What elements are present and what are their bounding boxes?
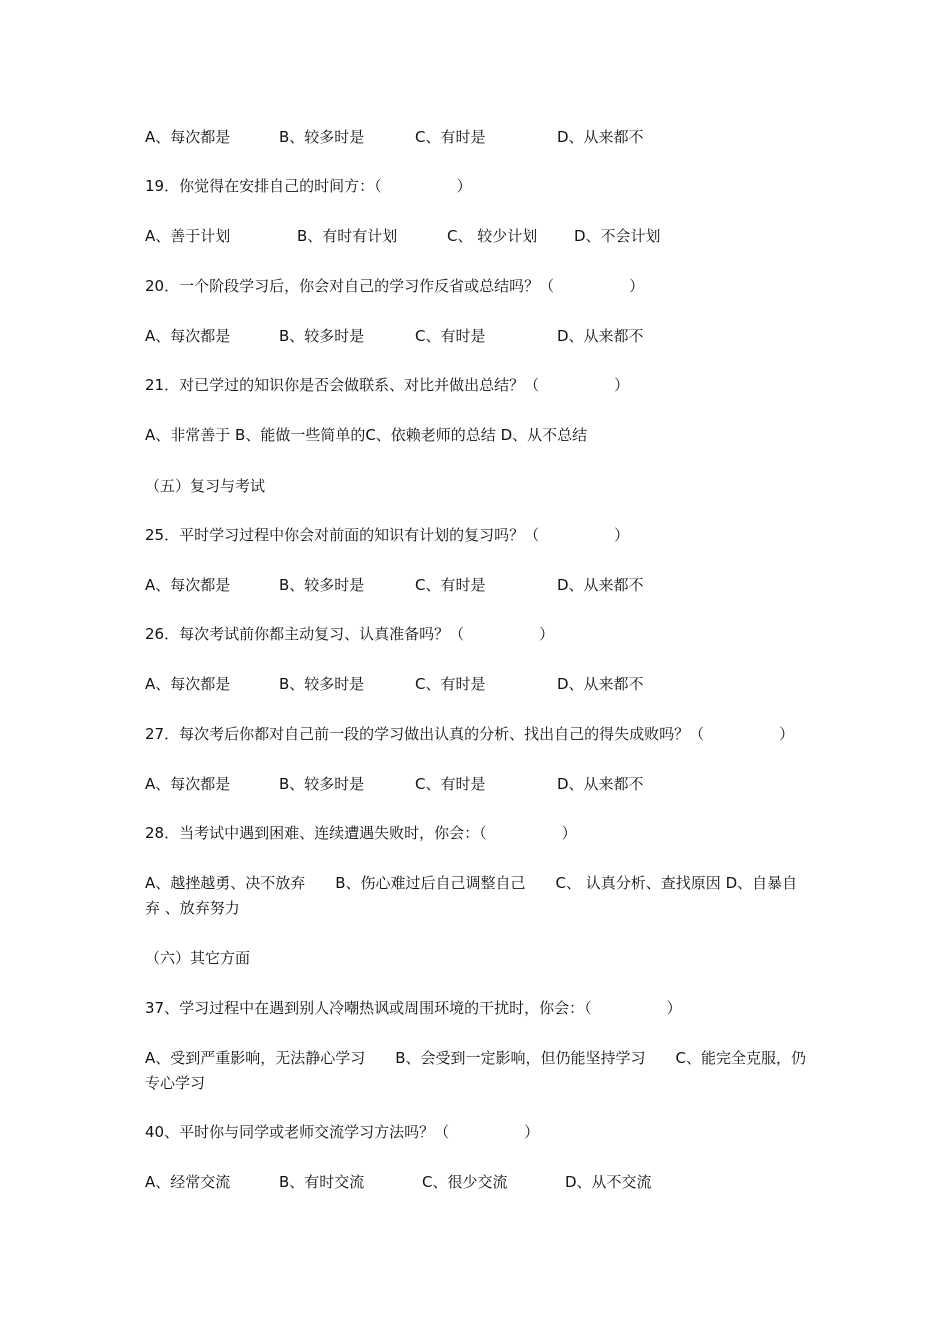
answer-option: C、很少交流 (422, 1173, 508, 1191)
answer-option: D、从来都不 (557, 576, 644, 594)
answer-option: A、善于计划 (145, 227, 231, 245)
text-line: （六）其它方面 (145, 949, 251, 967)
answer-option: D、不会计划 (574, 227, 661, 245)
answer-option: D、从来都不 (557, 775, 644, 793)
text-line: A、越挫越勇、决不放弃 B、伤心难过后自己调整自己 C、 认真分析、查找原因 D、自暴自弃 、放弃努力 (145, 874, 798, 917)
answer-option: D、从不交流 (565, 1173, 652, 1191)
text-line: A、非常善于 B、能做一些简单的C、依赖老师的总结 D、从不总结 (145, 426, 588, 444)
text-line: 40、平时你与同学或老师交流学习方法吗？（ ） (145, 1123, 540, 1141)
answer-option: B、较多时是 (279, 675, 365, 693)
answer-options-row (145, 573, 810, 598)
answer-option: A、经常交流 (145, 1173, 231, 1191)
text-line: 19．你觉得在安排自己的时间方：（ ） (145, 177, 472, 195)
text-line: 37、学习过程中在遇到别人冷嘲热讽或周围环境的干扰时，你会：（ ） (145, 999, 682, 1017)
text-line: 21．对已学过的知识你是否会做联系、对比并做出总结？（ ） (145, 376, 630, 394)
text-line: （五）复习与考试 (145, 477, 266, 495)
answer-option: C、有时是 (415, 327, 486, 345)
answer-option: C、有时是 (415, 128, 486, 146)
answer-option: A、每次都是 (145, 128, 231, 146)
answer-options-row (145, 772, 810, 797)
answer-option: D、从来都不 (557, 128, 644, 146)
answer-options-row (145, 1170, 810, 1195)
text-line: 20．一个阶段学习后，你会对自己的学习作反省或总结吗？（ ） (145, 277, 645, 295)
answer-option: B、有时有计划 (297, 227, 398, 245)
answer-option: A、每次都是 (145, 675, 231, 693)
text-line: 27．每次考后你都对自己前一段的学习做出认真的分析、找出自己的得失成败吗？（ ） (145, 725, 795, 743)
text-line: 26．每次考试前你都主动复习、认真准备吗？（ ） (145, 625, 555, 643)
answer-option: D、从来都不 (557, 327, 644, 345)
text-line: 25．平时学习过程中你会对前面的知识有计划的复习吗？（ ） (145, 526, 630, 544)
answer-option: B、有时交流 (279, 1173, 365, 1191)
text-line: A、受到严重影响，无法静心学习 B、会受到一定影响，但仍能坚持学习 C、能完全克服，仍专心学习 (145, 1049, 807, 1092)
answer-options-row (145, 672, 810, 697)
answer-option: A、每次都是 (145, 775, 231, 793)
answer-option: C、 较少计划 (447, 227, 538, 245)
answer-options-row (145, 125, 810, 150)
answer-option: C、有时是 (415, 576, 486, 594)
answer-option: A、每次都是 (145, 576, 231, 594)
answer-option: D、从来都不 (557, 675, 644, 693)
answer-option: C、有时是 (415, 675, 486, 693)
answer-option: B、较多时是 (279, 128, 365, 146)
answer-options-row (145, 224, 810, 249)
text-line: 28．当考试中遇到困难、连续遭遇失败时，你会：（ ） (145, 824, 577, 842)
answer-option: B、较多时是 (279, 327, 365, 345)
answer-option: C、有时是 (415, 775, 486, 793)
answer-option: B、较多时是 (279, 576, 365, 594)
answer-options-row (145, 324, 810, 349)
answer-option: B、较多时是 (279, 775, 365, 793)
answer-option: A、每次都是 (145, 327, 231, 345)
